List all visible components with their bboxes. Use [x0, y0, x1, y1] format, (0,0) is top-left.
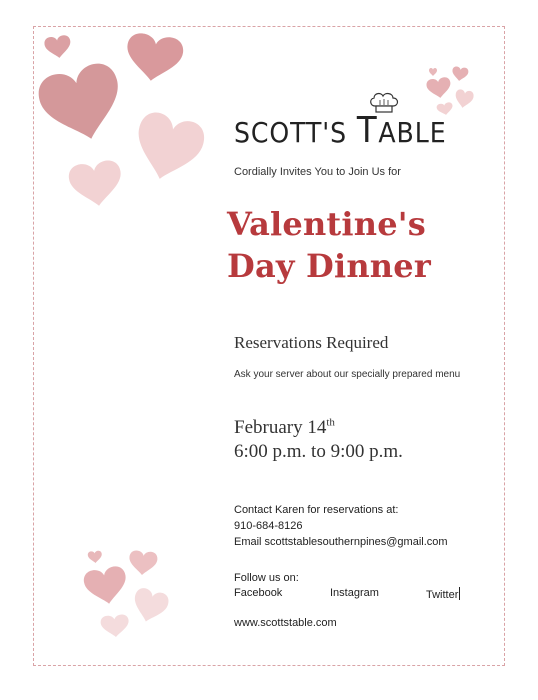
- twitter-link[interactable]: Twitter: [426, 589, 459, 601]
- instagram-link[interactable]: Instagram: [330, 587, 379, 599]
- invite-line: Cordially Invites You to Join Us for: [234, 166, 401, 178]
- date-time-block: [234, 416, 403, 464]
- event-title-line2: Day Dinner: [227, 247, 431, 285]
- contact-line: Contact Karen for reservations at:: [234, 504, 399, 516]
- text-cursor: [459, 587, 460, 600]
- facebook-link[interactable]: Facebook: [234, 587, 283, 599]
- follow-label: Follow us on:: [234, 572, 299, 584]
- contact-block: [234, 502, 448, 550]
- event-date: February 14th: [234, 416, 335, 438]
- scotts-table-logo: [234, 92, 447, 151]
- logo-text: SCOTT'S TABLE: [234, 110, 447, 151]
- reservations-heading: Reservations Required: [234, 333, 389, 352]
- event-title-line1: Valentine's: [227, 205, 426, 243]
- event-time: 6:00 p.m. to 9:00 p.m.: [234, 441, 403, 462]
- contact-email: Email scottstablesouthernpines@gmail.com: [234, 536, 448, 548]
- event-title: [227, 203, 487, 287]
- ask-server-text: Ask your server about our specially prepared menu: [234, 369, 461, 380]
- website-link[interactable]: www.scottstable.com: [234, 617, 337, 629]
- contact-phone: 910-684-8126: [234, 520, 303, 532]
